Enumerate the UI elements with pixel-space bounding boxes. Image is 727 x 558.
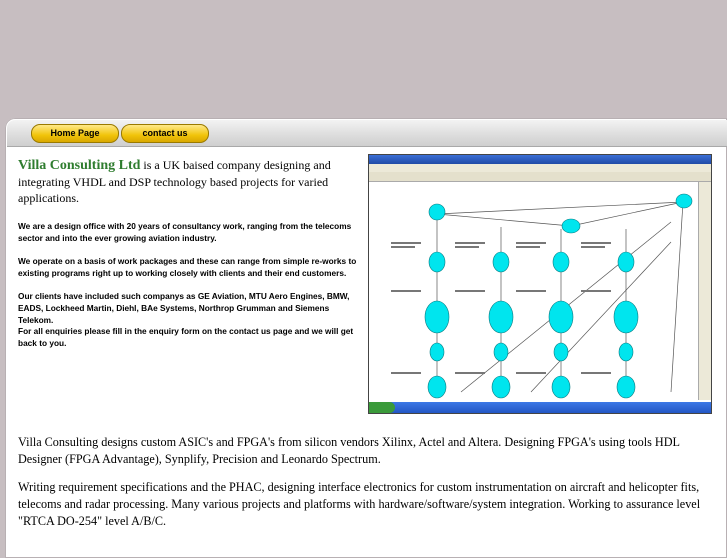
state-diagram-canvas — [371, 182, 697, 400]
screenshot-start-button — [369, 402, 395, 413]
screenshot-scrollbar — [698, 182, 711, 400]
requirements-paragraph: Writing requirement specifications and the PHAC, designing interface electronics for custom instrumentation on aircraft and helicopter fits, telecoms and radar processing. Many various projects and platforms with hardware/software/system integration. Working to assurance level "RTCA DO-254" level A/B/C. — [18, 480, 701, 528]
about-paragraph: We are a design office with 20 years of consultancy work, ranging from the telecoms sector and into the ever growing aviation industry. — [18, 221, 352, 243]
work-packages-paragraph: We operate on a basis of work packages and these can range from simple re-works to existing programs right up to working closely with clients and their end customers. — [18, 256, 357, 278]
screenshot-taskbar — [369, 402, 711, 413]
state-diagram — [371, 182, 697, 400]
home-page-button[interactable]: Home Page — [31, 124, 119, 143]
screenshot-toolbar — [369, 172, 711, 182]
screenshot-menu-bar — [369, 164, 711, 172]
contact-us-button[interactable]: contact us — [121, 124, 209, 143]
screenshot-title-bar — [369, 155, 711, 164]
intro-block — [18, 157, 358, 206]
intro-text: is a UK baised company designing and integrating VHDL and DSP technology based projects for varied applications. — [18, 158, 331, 205]
enquiry-paragraph: For all enquiries please fill in the enquiry form on the contact us page and we will get back to you. — [18, 326, 354, 348]
asic-fpga-paragraph: Villa Consulting designs custom ASIC's and FPGA's from silicon vendors Xilinx, Actel and Altera. Designing FPGA's using tools HDL Designer (FPGA Advantage), Synplify, Precision and Leonardo Spectrum. — [18, 435, 680, 466]
company-name: Villa Consulting Ltd — [18, 158, 141, 173]
clients-paragraph: Our clients have included such companys as GE Aviation, MTU Aero Engines, BMW, EADS, Lockheed Martin, Diehl, BAe Systems, Northrop Grumman and Siemens Telekom. — [18, 291, 350, 325]
intro-paragraph — [18, 157, 358, 206]
hdl-designer-screenshot — [368, 154, 712, 414]
